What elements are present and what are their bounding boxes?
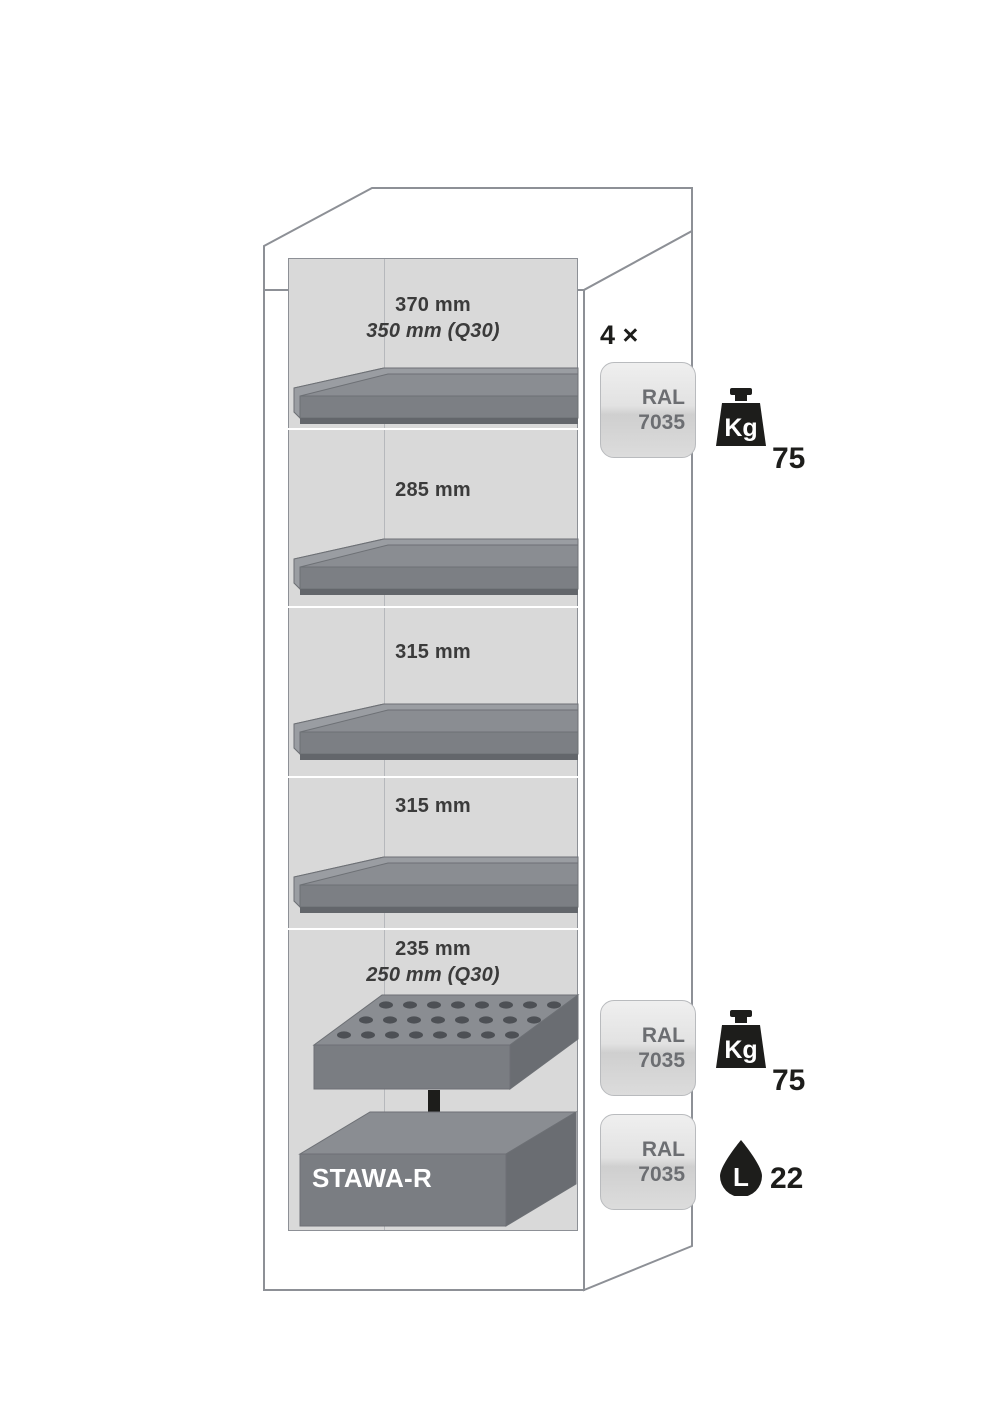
svg-text:Kg: Kg [724, 414, 758, 442]
sump-label: STAWA-R [312, 1163, 433, 1193]
compartment-1-secondary: 350 mm (Q30) [366, 320, 500, 342]
ral-badge-line2: 7035 [638, 411, 685, 434]
compartment-2-primary: 285 mm [395, 479, 471, 501]
compartment-5-secondary: 250 mm (Q30) [366, 964, 500, 986]
weight-kg-icon [712, 386, 770, 452]
ral-badge-line1: RAL [641, 1138, 685, 1161]
perforated-insert [310, 993, 582, 1101]
compartment-3-primary: 315 mm [395, 641, 471, 663]
compartment-4-primary: 315 mm [395, 795, 471, 817]
compartment-5-primary: 235 mm [395, 938, 471, 960]
compartment-1-primary: 370 mm [395, 294, 471, 316]
ral-badge-sump [600, 1114, 696, 1210]
shelf-count-label: 4 × [600, 320, 639, 350]
ral-badge-line1: RAL [641, 1024, 685, 1047]
shelf-tray [292, 855, 580, 921]
shelf-tray [292, 702, 580, 768]
compartment-divider [288, 606, 578, 608]
compartment-divider [288, 928, 578, 930]
shelf-tray [292, 537, 580, 603]
compartment-divider [288, 776, 578, 778]
sump-volume-value: 22 [770, 1162, 804, 1195]
ral-badge-line2: 7035 [638, 1049, 685, 1072]
shelf-load-value: 75 [772, 442, 806, 475]
compartment-3-dimension [300, 639, 566, 665]
svg-text:Kg: Kg [724, 1036, 758, 1064]
ral-badge-line1: RAL [641, 386, 685, 409]
liquid-volume-icon [714, 1138, 768, 1196]
compartment-5-dimension [300, 936, 566, 988]
ral-badge-shelves [600, 362, 696, 458]
compartment-4-dimension [300, 793, 566, 819]
compartment-1-dimension [300, 292, 566, 344]
shelf-tray [292, 366, 580, 432]
perforated-insert-load-value: 75 [772, 1064, 806, 1097]
ral-badge-perforated-insert [600, 1000, 696, 1096]
weight-kg-icon [712, 1008, 770, 1074]
svg-text:L: L [733, 1162, 749, 1192]
compartment-2-dimension [300, 477, 566, 503]
ral-badge-line2: 7035 [638, 1163, 685, 1186]
